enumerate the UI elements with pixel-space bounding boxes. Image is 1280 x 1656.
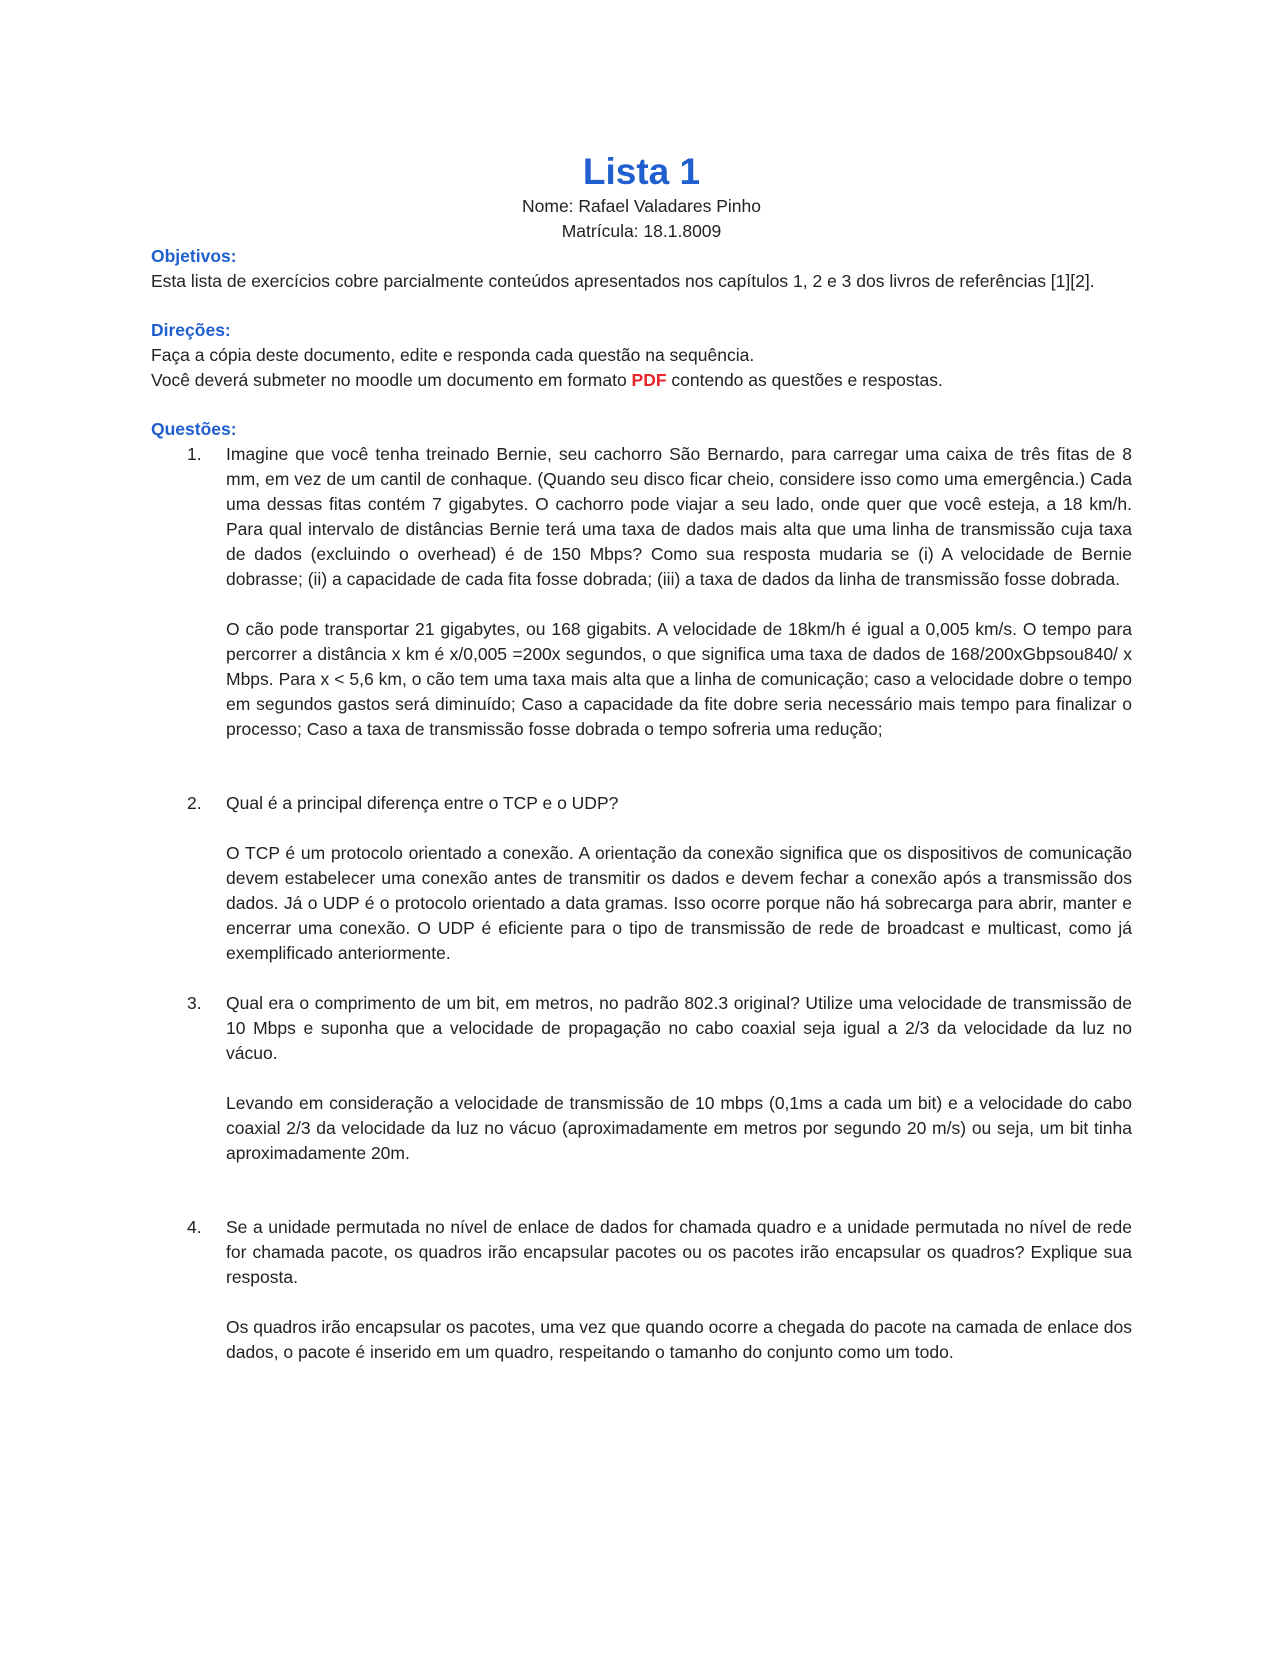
question-number: 4. bbox=[187, 1217, 202, 1237]
question-number: 3. bbox=[187, 993, 202, 1013]
objectives-heading: Objetivos: bbox=[151, 246, 237, 266]
directions-line-2-end: contendo as questões e respostas. bbox=[666, 370, 943, 390]
question-item bbox=[151, 1215, 1132, 1365]
page-title: Lista 1 bbox=[582, 151, 701, 192]
directions-line-2-start: Você deverá submeter no moodle um documento em formato bbox=[151, 370, 632, 390]
answer-text: O cão pode transportar 21 gigabytes, ou 168 gigabits. A velocidade de 18km/h é igual a 0,005 km/s. O tempo para percorrer a distância x km é x/0,005 =200x segundos, o que significa uma taxa de dados de 168/200xGbpsou840/ x Mbps. Para x < 5,6 km, o cão tem uma taxa mais alta que a linha de comunicação; caso a velocidade dobre o tempo em segundos gastos será diminuído; Caso a capacidade da fite dobre seria necessário mais tempo para finalizar o processo; Caso a taxa de transmissão fosse dobrada o tempo sofreria uma redução; bbox=[226, 619, 1132, 739]
objectives-text: Esta lista de exercícios cobre parcialmente conteúdos apresentados nos capítulos 1, 2 e 3 dos livros de referências [1][2]. bbox=[151, 271, 1095, 291]
document-page bbox=[151, 150, 1132, 1365]
question-text: Imagine que você tenha treinado Bernie, seu cachorro São Bernardo, para carregar uma caixa de três fitas de 8 mm, em vez de um cantil de conhaque. (Quando seu disco ficar cheio, considere isso como uma emergência.) Cada uma dessas fitas contém 7 gigabytes. O cachorro pode viajar a seu lado, onde quer que você esteja, a 18 km/h. Para qual intervalo de distâncias Bernie terá uma taxa de dados mais alta que uma linha de transmissão cuja taxa de dados (excluindo o overhead) é de 150 Mbps? Como sua resposta mudaria se (i) A velocidade de Bernie dobrasse; (ii) a capacidade de cada fita fosse dobrada; (iii) a taxa de dados da linha de transmissão fosse dobrada. bbox=[226, 444, 1132, 589]
directions-line-1: Faça a cópia deste documento, edite e responda cada questão na sequência. bbox=[151, 345, 755, 365]
questions-heading: Questões: bbox=[151, 419, 237, 439]
question-number: 2. bbox=[187, 793, 202, 813]
answer-text: Levando em consideração a velocidade de transmissão de 10 mbps (0,1ms a cada um bit) e a velocidade do cabo coaxial 2/3 da velocidade da luz no vácuo (aproximadamente em metros por segundo 20 m/s) ou seja, um bit tinha aproximadamente 20m. bbox=[226, 1093, 1132, 1163]
student-name: Nome: Rafael Valadares Pinho bbox=[522, 196, 761, 216]
directions-heading: Direções: bbox=[151, 320, 231, 340]
directions-line-2 bbox=[151, 368, 1132, 393]
student-id: Matrícula: 18.1.8009 bbox=[561, 221, 722, 241]
question-text: Qual é a principal diferença entre o TCP e o UDP? bbox=[226, 793, 619, 813]
question-text: Se a unidade permutada no nível de enlace de dados for chamada quadro e a unidade permutada no nível de rede for chamada pacote, os quadros irão encapsular pacotes ou os pacotes irão encapsular os quadros? Explique sua resposta. bbox=[226, 1217, 1132, 1287]
question-number: 1. bbox=[187, 444, 202, 464]
answer-text: Os quadros irão encapsular os pacotes, uma vez que quando ocorre a chegada do pacote na camada de enlace dos dados, o pacote é inserido em um quadro, respeitando o tamanho do conjunto como um todo. bbox=[226, 1317, 1132, 1362]
question-item bbox=[151, 991, 1132, 1166]
question-text: Qual era o comprimento de um bit, em metros, no padrão 802.3 original? Utilize uma velocidade de transmissão de 10 Mbps e suponha que a velocidade de propagação no cabo coaxial seja igual a 2/3 da velocidade da luz no vácuo. bbox=[226, 993, 1132, 1063]
answer-text: O TCP é um protocolo orientado a conexão. A orientação da conexão significa que os dispositivos de comunicação devem estabelecer uma conexão antes de transmitir os dados e devem fechar a conexão após a transmissão dos dados. Já o UDP é o protocolo orientado a data gramas. Isso ocorre porque não há sobrecarga para abrir, manter e encerrar uma conexão. O UDP é eficiente para o tipo de transmissão de rede de broadcast e multicast, como já exemplificado anteriormente. bbox=[226, 843, 1132, 963]
pdf-highlight: PDF bbox=[631, 370, 667, 390]
question-item bbox=[151, 791, 1132, 966]
question-list bbox=[151, 442, 1132, 1365]
question-item bbox=[151, 442, 1132, 742]
